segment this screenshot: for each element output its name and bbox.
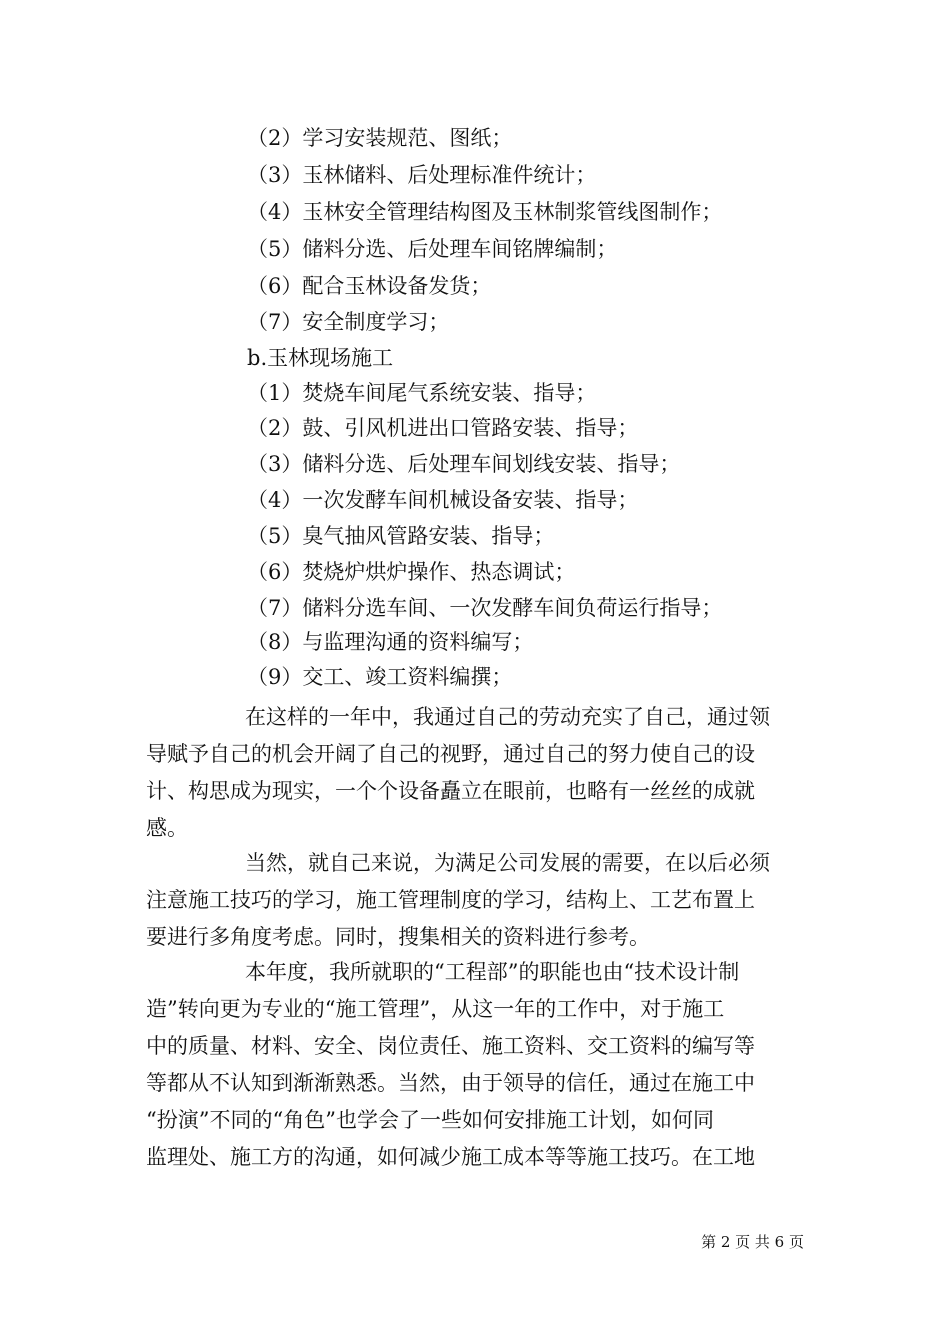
- list-item: （7）安全制度学习；: [247, 310, 450, 334]
- list-item: （4）一次发酵车间机械设备安装、指导；: [247, 488, 639, 512]
- paragraph-line: 监理处、施工方的沟通，如何减少施工成本等等施工技巧。在工地: [146, 1145, 755, 1169]
- paragraph-line: 感。: [146, 816, 188, 840]
- list-item: （3）玉林储料、后处理标准件统计；: [247, 163, 597, 187]
- list-item: （4）玉林安全管理结构图及玉林制浆管线图制作；: [247, 200, 723, 224]
- list-item: （8）与监理沟通的资料编写；: [247, 630, 534, 654]
- paragraph-line: 要进行多角度考虑。同时，搜集相关的资料进行参考。: [146, 925, 650, 949]
- list-item: （6）配合玉林设备发货；: [247, 274, 492, 298]
- paragraph-line: 在这样的一年中，我通过自己的劳动充实了自己，通过领: [245, 705, 770, 729]
- paragraph-line: 当然，就自己来说，为满足公司发展的需要，在以后必须: [245, 851, 770, 875]
- paragraph-line: 中的质量、材料、安全、岗位责任、施工资料、交工资料的编写等: [146, 1034, 755, 1058]
- list-item: （5）储料分选、后处理车间铭牌编制；: [247, 237, 618, 261]
- list-item: （2）鼓、引风机进出口管路安装、指导；: [247, 416, 639, 440]
- list-item: （6）焚烧炉烘炉操作、热态调试；: [247, 560, 576, 584]
- paragraph-line: 等都从不认知到渐渐熟悉。当然，由于领导的信任，通过在施工中: [146, 1071, 755, 1095]
- list-item: （2）学习安装规范、图纸；: [247, 126, 513, 150]
- paragraph-line: 本年度，我所就职的“工程部”的职能也由“技术设计制: [245, 960, 740, 984]
- paragraph-line: 计、构思成为现实，一个个设备矗立在眼前，也略有一丝丝的成就: [146, 779, 755, 803]
- paragraph-line: 注意施工技巧的学习，施工管理制度的学习，结构上、工艺布置上: [146, 888, 755, 912]
- paragraph-line: 导赋予自己的机会开阔了自己的视野，通过自己的努力使自己的设: [146, 742, 755, 766]
- paragraph-line: “扮演”不同的“角色”也学会了一些如何安排施工计划，如何同: [146, 1108, 714, 1132]
- page-number: 第 2 页 共 6 页: [701, 1233, 804, 1251]
- section-heading: b.玉林现场施工: [247, 346, 394, 370]
- list-item: （5）臭气抽风管路安装、指导；: [247, 524, 555, 548]
- list-item: （1）焚烧车间尾气系统安装、指导；: [247, 381, 597, 405]
- list-item: （3）储料分选、后处理车间划线安装、指导；: [247, 452, 681, 476]
- list-item: （7）储料分选车间、一次发酵车间负荷运行指导；: [247, 596, 723, 620]
- list-item: （9）交工、竣工资料编撰；: [247, 665, 513, 689]
- paragraph-line: 造”转向更为专业的“施工管理”，从这一年的工作中，对于施工: [146, 997, 725, 1021]
